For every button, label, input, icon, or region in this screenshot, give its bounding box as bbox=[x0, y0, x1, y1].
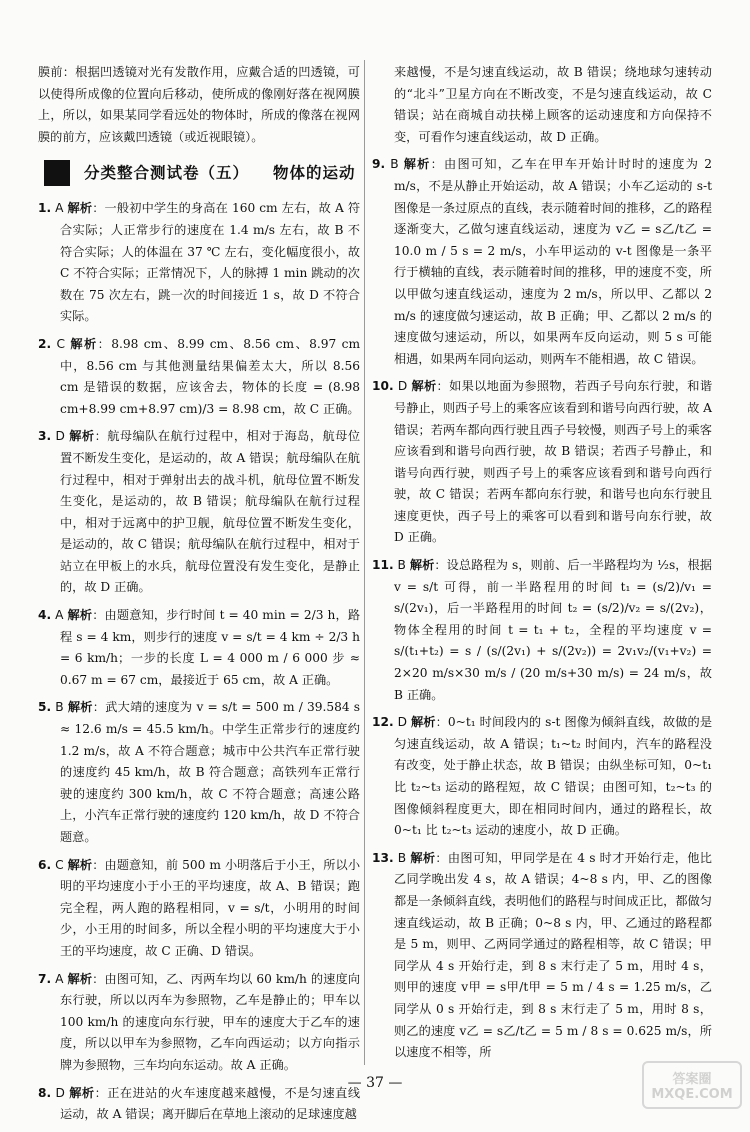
item-keyword: 解析 bbox=[67, 201, 93, 216]
section-heading bbox=[44, 160, 360, 186]
item-text: ：8.98 cm、8.99 cm、8.56 cm、8.97 cm 中，8.56 cm 与其他测量结果偏差太大，所以 8.56 cm 是错误的数据，应该舍去，物体的长度 = (8.98 cm+8.99 cm+8.97 cm)/3 = 8.98 cm，故 C 正确。 bbox=[60, 336, 361, 416]
item-answer: C bbox=[55, 857, 64, 872]
item-text: ：由题意知，前 500 m 小明落后于小王，所以小明的平均速度小于小王的平均速度，故 A、B 错误；跑完全程，两人跑的路程相同，v = s/t，小明用的时间少，小王用的时间多，所以全程小明的平均速度大于小王的平均速度，故 C 正确、D 错误。 bbox=[60, 857, 361, 958]
item-number: 2. bbox=[38, 336, 52, 351]
item-text: ：正在进站的火车速度越来越慢，不是匀速直线运动，故 A 错误；离开脚后在草地上滚动的足球速度越 bbox=[60, 1085, 361, 1122]
item-number: 10. bbox=[372, 379, 394, 394]
item-keyword: 解析 bbox=[67, 700, 93, 715]
item-keyword: 解析 bbox=[70, 336, 98, 351]
answer-item-9 bbox=[372, 154, 712, 370]
item-keyword: 解析 bbox=[69, 1085, 95, 1100]
item-answer: D bbox=[397, 379, 408, 394]
answer-item-7 bbox=[38, 969, 360, 1077]
item-keyword: 解析 bbox=[67, 971, 93, 986]
item-answer: B bbox=[390, 157, 399, 172]
item-number: 4. bbox=[38, 608, 52, 623]
item-text: ：由题意知，步行时间 t = 40 min = 2/3 h，路程 s = 4 km，则步行的速度 v = s/t = 4 km ÷ 2/3 h = 6 km/h；一步的长度 L = 4 000 m / 6 000 步 ≈ 0.67 m = 67 cm，最接近于 65 cm，故 A 正确。 bbox=[60, 608, 361, 687]
item-answer: C bbox=[56, 336, 65, 351]
item-number: 6. bbox=[38, 857, 52, 872]
item-text: ：航母编队在航行过程中，相对于海岛，航母位置不断发生变化，是运动的，故 A 错误；航母编队在航行过程中，相对于弹射出去的战斗机，航母位置不断发生变化，是运动的，故 B 错误；航母编队在航行过程中，相对于远离中的护卫舰，航母位置不断发生变化，是运动的，故 C 错误；航母编队在航行过程中，相对于站立在甲板上的水兵，航母位置没有发生变化，是静止的，故 D 正确。 bbox=[60, 429, 361, 595]
answer-item-10 bbox=[372, 376, 712, 549]
item-answer: D bbox=[55, 1085, 65, 1100]
answer-item-6 bbox=[38, 855, 360, 963]
item-number: 5. bbox=[38, 700, 52, 715]
continued-paragraph: 来越慢，不是匀速直线运动，故 B 错误；绕地球匀速转动的“北斗”卫星方向在不断改变，不是匀速直线运动，故 C 错误；站在商城自动扶梯上顾客的运动速度和方向保持不变，可看作匀速直线运动，故 D 正确。 bbox=[394, 65, 712, 144]
item-number: 1. bbox=[38, 201, 52, 216]
section-title: 分类整合测试卷（五） bbox=[84, 163, 250, 182]
right-column bbox=[372, 62, 712, 1070]
item-number: 3. bbox=[38, 429, 52, 444]
page-number: — 37 — bbox=[347, 1075, 403, 1091]
item-text: ：如果以地面为参照物，若西子号向东行驶，和谐号静止，则西子号上的乘客应该看到和谐号向西行驶，故 A 错误；若两车都向西行驶且西子号较慢，则西子号上的乘客应该看到和谐号向西行驶，故 B 错误；若西子号静止，和谐号向西行驶，则西子号上的乘客应该看到和谐号向西行驶，故 C 错误；若两车都向东行驶，和谐号也向东行驶且速度更快，西子号上的乘客可以看到和谐号向东行驶，故 D 正确。 bbox=[394, 379, 713, 545]
item-answer: D bbox=[55, 429, 65, 444]
item-answer: A bbox=[55, 971, 64, 986]
answer-item-5 bbox=[38, 697, 360, 848]
item-keyword: 解析 bbox=[67, 857, 93, 872]
item-number: 11. bbox=[372, 558, 394, 573]
item-keyword: 解析 bbox=[411, 379, 437, 394]
item-answer: B bbox=[397, 558, 406, 573]
item-answer: B bbox=[55, 700, 64, 715]
item-text: ：一般初中学生的身高在 160 cm 左右，故 A 符合实际；人正常步行的速度在 1.4 m/s 左右，故 B 不符合实际；人的体温在 37 ℃ 左右，变化幅度很小，故 C 不符合实际；正常情况下，人的脉搏 1 min 跳动的次数在 75 次左右，跳一次的时间接近 1 s，故 D 不符合实际。 bbox=[60, 201, 361, 324]
watermark-logo bbox=[642, 1061, 742, 1109]
item-keyword: 解析 bbox=[409, 558, 435, 573]
answer-item-2 bbox=[38, 334, 360, 420]
item-text: ：设总路程为 s，则前、后一半路程均为 ½s，根据 v = s/t 可得，前一半路程用的时间 t₁ = (s/2)/v₁ = s/(2v₁)，后一半路程用的时间 t₂ = (s/2)/v₂ = s/(2v₂)，物体全程用的时间 t = t₁ + t₂，全程的平均速度 v = s/(t₁+t₂) = s / (s/(2v₁) + s/(2v₂)) = 2v₁v₂/(v₁+v₂) = 2×20 m/s×30 m/s / (20 m/s+30 m/s) = 24 m/s，故 B 正确。 bbox=[394, 558, 712, 702]
item-answer: A bbox=[55, 608, 64, 623]
item-number: 12. bbox=[372, 715, 394, 730]
item-answer: D bbox=[397, 715, 407, 730]
item-keyword: 解析 bbox=[69, 429, 95, 444]
item-answer: A bbox=[55, 201, 64, 216]
item-text: ：由图可知，乙车在甲车开始计时时的速度为 2 m/s，不是从静止开始运动，故 A 错误；小车乙运动的 s-t 图像是一条过原点的直线，表示随着时间的推移，乙的路程逐渐变大，乙做匀速直线运动，速度为 v乙 = s乙/t乙 = 10.0 m / 5 s = 2 m/s，小车甲运动的 v-t 图像是一条平行于横轴的直线，表示随着时间的推移，甲的速度不变，所以甲做匀速直线运动，速度为 2 m/s，所以甲、乙都以 2 m/s 的速度做匀速运动，故 B 正确；甲、乙都以 2 m/s 的速度做匀速运动，所以，如果两车反向运动，则 5 s 可能相遇，如果两车同向运动，则两车不能相遇，故 C 错误。 bbox=[394, 157, 713, 366]
watermark-line-1: 答案圈 bbox=[672, 1072, 712, 1087]
item-text: ：武大靖的速度为 v = s/t = 500 m / 39.584 s ≈ 12.6 m/s = 45.5 km/h。中学生正常步行的速度约 1.2 m/s，故 A 不符合题意；城市中公共汽车正常行驶的速度约 45 km/h，故 B 符合题意；高铁列车正常行驶的速度约 300 km/h，故 C 不符合题意；高速公路上，小汽车正常行驶的速度约 120 km/h，故 D 不符合题意。 bbox=[60, 700, 361, 844]
answer-item-1 bbox=[38, 198, 360, 328]
section-subtitle: 物体的运动 bbox=[273, 163, 356, 182]
answer-item-11 bbox=[372, 555, 712, 706]
column-divider bbox=[364, 60, 365, 1065]
watermark-line-2: MXQE.COM bbox=[651, 1087, 733, 1102]
answer-item-4 bbox=[38, 605, 360, 691]
item-keyword: 解析 bbox=[67, 608, 93, 623]
answer-item-12 bbox=[372, 712, 712, 842]
item-answer: B bbox=[397, 850, 407, 865]
section-block-icon bbox=[44, 160, 70, 186]
answer-item-3 bbox=[38, 426, 360, 599]
item-number: 13. bbox=[372, 850, 394, 865]
intro-paragraph: 膜前：根据凹透镜对光有发散作用，应戴合适的凹透镜，可以使得所成像的位置向后移动，使所成的像刚好落在视网膜上，所以，如果某同学看远处的物体时，所成的像落在视网膜的前方，应该戴凹透镜（或近视眼镜）。 bbox=[38, 65, 360, 144]
item-text: ：由图可知，乙、丙两车均以 60 km/h 的速度向东行驶，所以以丙车为参照物，乙车是静止的；甲车以 100 km/h 的速度向东行驶，甲车的速度大于乙车的速度，所以以甲车为参照物，乙车向西运动；以方向指示牌为参照物，三车均向东运动。故 A 正确。 bbox=[60, 971, 361, 1072]
item-number: 9. bbox=[372, 157, 386, 172]
item-keyword: 解析 bbox=[410, 850, 436, 865]
item-number: 7. bbox=[38, 971, 52, 986]
item-keyword: 解析 bbox=[403, 157, 431, 172]
left-column bbox=[38, 62, 360, 1132]
item-text: ：由图可知，甲同学是在 4 s 时才开始行走，他比乙同学晚出发 4 s，故 A 错误；4~8 s 内，甲、乙的图像都是一条倾斜直线，表明他们的路程与时间成正比，都做匀速直线运动，故 B 正确；0~8 s 内，甲、乙通过的路程都是 5 m，则甲、乙两同学通过的路程相等，故 C 错误；甲同学从 4 s 开始行走，到 8 s 末行走了 5 m，用时 4 s，则甲的速度 v甲 = s甲/t甲 = 5 m / 4 s = 1.25 m/s，乙同学从 0 s 开始行走，到 8 s 末行走了 5 m，用时 8 s，则乙的速度 v乙 = s乙/t乙 = 5 m / 8 s = 0.625 m/s，所以速度不相等，所 bbox=[394, 850, 712, 1060]
answer-item-13 bbox=[372, 848, 712, 1064]
item-keyword: 解析 bbox=[410, 715, 436, 730]
item-number: 8. bbox=[38, 1085, 52, 1100]
item-text: ：0~t₁ 时间段内的 s-t 图像为倾斜直线，故做的是匀速直线运动，故 A 错误；t₁~t₂ 时间内，汽车的路程没有改变，处于静止状态，故 B 错误；由纵坐标可知，0~t₁ 比 t₂~t₃ 运动的路程短，故 C 错误；由图可知，t₂~t₃ 的图像倾斜程度更大，即在相同时间内，通过的路程长，故 0~t₁ 比 t₂~t₃ 运动的速度小，故 D 正确。 bbox=[394, 715, 713, 838]
